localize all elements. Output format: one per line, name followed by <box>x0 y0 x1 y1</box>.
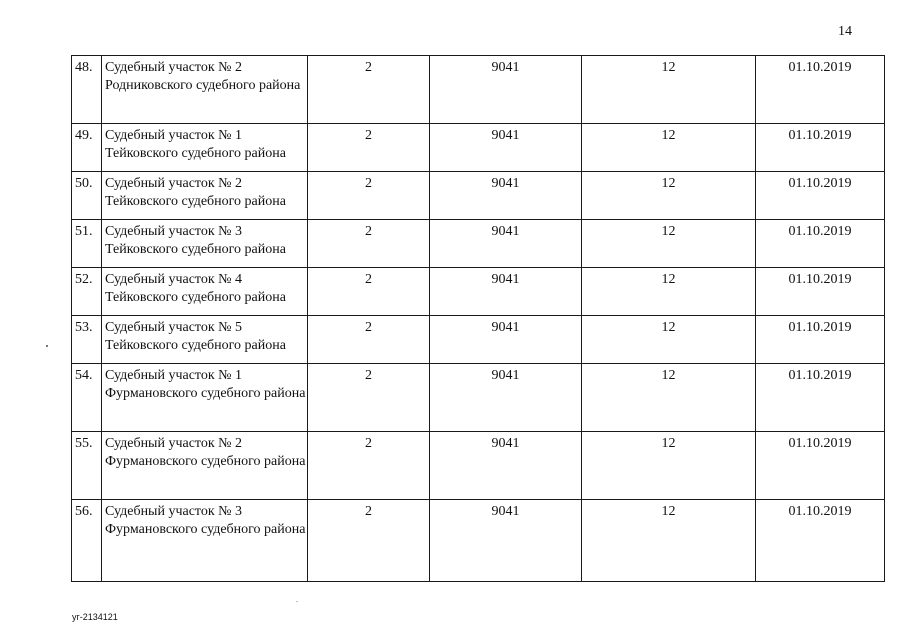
table-row <box>72 124 885 172</box>
cell-date: 01.10.2019 <box>756 364 885 432</box>
cell-value-2: 9041 <box>430 124 582 172</box>
cell-value-3: 12 <box>582 316 756 364</box>
table-row <box>72 364 885 432</box>
cell-value-3: 12 <box>582 56 756 124</box>
cell-value-2: 9041 <box>430 500 582 582</box>
row-number: 51. <box>72 220 102 268</box>
court-district-name: Судебный участок № 2 Родниковского судебного района <box>102 56 308 124</box>
table-row <box>72 220 885 268</box>
cell-value-3: 12 <box>582 220 756 268</box>
cell-value-1: 2 <box>308 316 430 364</box>
cell-value-1: 2 <box>308 432 430 500</box>
court-district-name: Судебный участок № 4 Тейковского судебного района <box>102 268 308 316</box>
cell-value-2: 9041 <box>430 220 582 268</box>
cell-date: 01.10.2019 <box>756 268 885 316</box>
court-district-name: Судебный участок № 3 Тейковского судебного района <box>102 220 308 268</box>
cell-date: 01.10.2019 <box>756 56 885 124</box>
court-district-name: Судебный участок № 3 Фурмановского судебного района <box>102 500 308 582</box>
cell-date: 01.10.2019 <box>756 172 885 220</box>
row-number: 48. <box>72 56 102 124</box>
cell-value-3: 12 <box>582 124 756 172</box>
table-row <box>72 500 885 582</box>
document-code: уг-2134121 <box>72 612 118 622</box>
cell-value-2: 9041 <box>430 268 582 316</box>
row-number: 49. <box>72 124 102 172</box>
row-number: 52. <box>72 268 102 316</box>
cell-value-2: 9041 <box>430 316 582 364</box>
cell-date: 01.10.2019 <box>756 124 885 172</box>
cell-value-1: 2 <box>308 172 430 220</box>
cell-value-2: 9041 <box>430 56 582 124</box>
table-row <box>72 432 885 500</box>
table-row <box>72 268 885 316</box>
court-district-name: Судебный участок № 2 Тейковского судебного района <box>102 172 308 220</box>
cell-value-3: 12 <box>582 268 756 316</box>
row-number: 53. <box>72 316 102 364</box>
cell-date: 01.10.2019 <box>756 220 885 268</box>
court-district-name: Судебный участок № 5 Тейковского судебного района <box>102 316 308 364</box>
court-districts-table <box>71 55 885 582</box>
cell-value-1: 2 <box>308 500 430 582</box>
scan-speck <box>296 601 298 602</box>
table-row <box>72 172 885 220</box>
scan-mark <box>46 345 48 347</box>
cell-value-2: 9041 <box>430 364 582 432</box>
cell-value-1: 2 <box>308 124 430 172</box>
cell-value-2: 9041 <box>430 432 582 500</box>
cell-value-1: 2 <box>308 56 430 124</box>
cell-value-1: 2 <box>308 220 430 268</box>
table-row <box>72 316 885 364</box>
row-number: 56. <box>72 500 102 582</box>
row-number: 50. <box>72 172 102 220</box>
cell-value-3: 12 <box>582 172 756 220</box>
cell-value-3: 12 <box>582 364 756 432</box>
cell-date: 01.10.2019 <box>756 316 885 364</box>
cell-value-1: 2 <box>308 364 430 432</box>
cell-value-3: 12 <box>582 432 756 500</box>
row-number: 54. <box>72 364 102 432</box>
table-row <box>72 56 885 124</box>
cell-date: 01.10.2019 <box>756 432 885 500</box>
court-district-name: Судебный участок № 2 Фурмановского судебного района <box>102 432 308 500</box>
cell-value-3: 12 <box>582 500 756 582</box>
cell-value-2: 9041 <box>430 172 582 220</box>
court-district-name: Судебный участок № 1 Тейковского судебного района <box>102 124 308 172</box>
cell-value-1: 2 <box>308 268 430 316</box>
cell-date: 01.10.2019 <box>756 500 885 582</box>
page-number: 14 <box>838 24 852 39</box>
row-number: 55. <box>72 432 102 500</box>
court-district-name: Судебный участок № 1 Фурмановского судебного района <box>102 364 308 432</box>
